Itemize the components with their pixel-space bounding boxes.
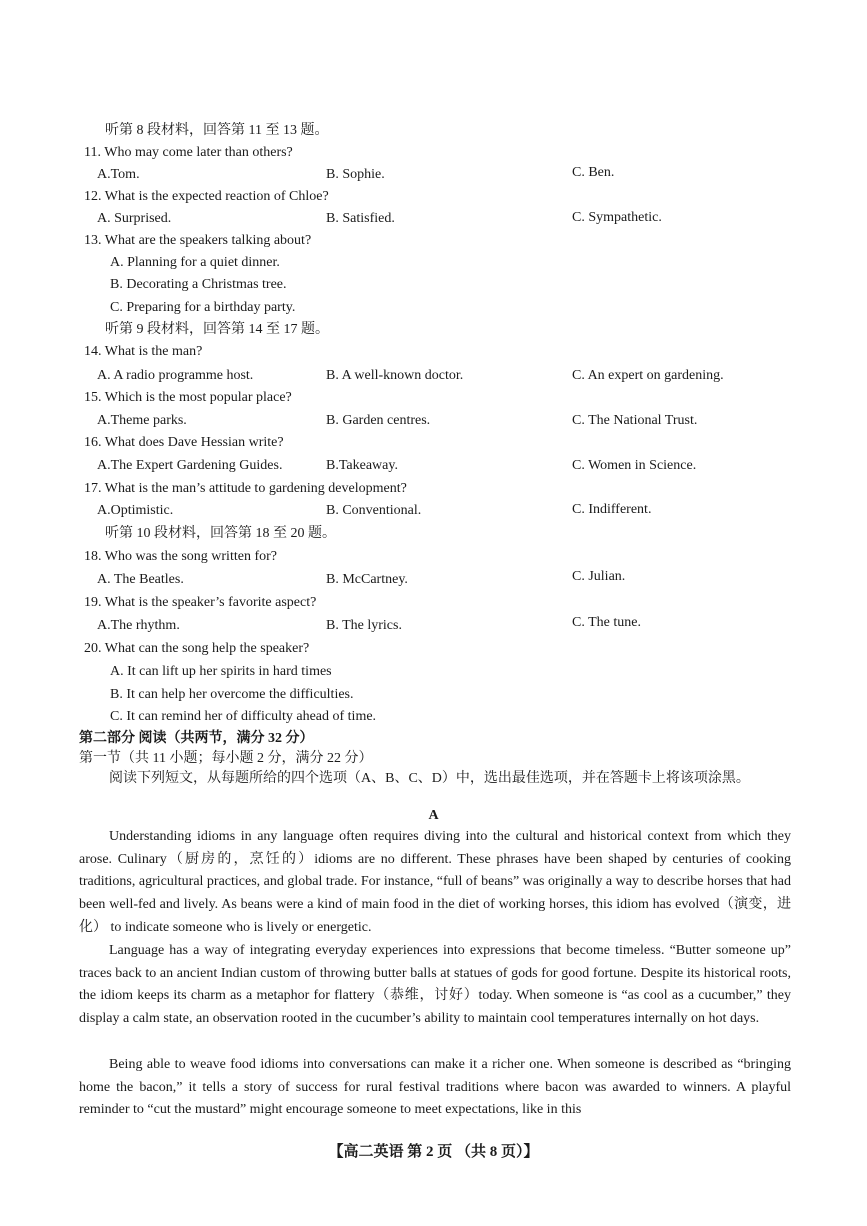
question-11-stem: 11. Who may come later than others?	[84, 145, 293, 160]
reading-instructions: 阅读下列短文，从每题所给的四个选项（A、B、C、D）中，选出最佳选项，并在答题卡上将该项涂黑。	[109, 771, 750, 786]
question-15-option-a: A.Theme parks.	[97, 413, 187, 428]
question-16-option-c: C. Women in Science.	[572, 458, 697, 473]
question-14-option-c: C. An expert on gardening.	[572, 368, 724, 383]
question-12-option-b: B. Satisfied.	[326, 211, 395, 226]
question-19-option-b: B. The lyrics.	[326, 618, 402, 633]
question-17-option-b: B. Conventional.	[326, 503, 422, 518]
question-18-option-b: B. McCartney.	[326, 572, 408, 587]
question-17-option-a: A.Optimistic.	[97, 503, 174, 518]
part-2-title: 第二部分 阅读（共两节，满分 32 分）	[79, 731, 314, 746]
question-20-option-c: C. It can remind her of difficulty ahead of time.	[110, 709, 377, 724]
question-18-stem: 18. Who was the song written for?	[84, 549, 277, 564]
section-9-header: 听第 9 段材料，回答第 14 至 17 题。	[105, 322, 329, 337]
question-19-option-c: C. The tune.	[572, 615, 641, 630]
question-17-option-c: C. Indifferent.	[572, 502, 652, 517]
passage-paragraph-2: Language has a way of integrating everyday experiences into expressions that become timeless. “Butter someone up” traces back to an ancient Indian custom of throwing butter balls at statues of gods for good fortune. Despite its historical roots, the idiom keeps its charm as a metaphor for flattery（恭维，讨好）today. When someone is “as cool as a cucumber,” they display a calm state, an observation rooted in the cucumber’s ability to maintain cool temperatures internally on hot days.	[79, 943, 791, 1027]
section-10-header: 听第 10 段材料，回答第 18 至 20 题。	[105, 526, 336, 541]
question-19-option-a: A.The rhythm.	[97, 618, 180, 633]
question-13-stem: 13. What are the speakers talking about?	[84, 233, 312, 248]
section-8-header: 听第 8 段材料，回答第 11 至 13 题。	[105, 123, 329, 138]
question-14-option-b: B. A well-known doctor.	[326, 368, 464, 383]
question-20-stem: 20. What can the song help the speaker?	[84, 641, 310, 656]
question-14-stem: 14. What is the man?	[84, 344, 203, 359]
question-15-option-b: B. Garden centres.	[326, 413, 431, 428]
question-17-stem: 17. What is the man’s attitude to gardening development?	[84, 481, 407, 496]
question-19-stem: 19. What is the speaker’s favorite aspect?	[84, 595, 317, 610]
question-15-stem: 15. Which is the most popular place?	[84, 390, 292, 405]
question-12-option-c: C. Sympathetic.	[572, 210, 662, 225]
question-16-option-a: A.The Expert Gardening Guides.	[97, 458, 283, 473]
question-13-option-a: A. Planning for a quiet dinner.	[110, 255, 280, 270]
question-11-option-b: B. Sophie.	[326, 167, 385, 182]
question-18-option-c: C. Julian.	[572, 569, 626, 584]
question-11-option-c: C. Ben.	[572, 165, 615, 180]
passage-label: A	[428, 808, 439, 823]
question-15-option-c: C. The National Trust.	[572, 413, 698, 428]
section-1-title: 第一节（共 11 小题；每小题 2 分，满分 22 分）	[79, 751, 373, 766]
page-footer: 【高二英语 第 2 页 （共 8 页）】	[328, 1144, 539, 1160]
question-20-option-a: A. It can lift up her spirits in hard times	[110, 664, 332, 679]
passage-paragraph-3: Being able to weave food idioms into conversations can make it a richer one. When someone is described as “bringing home the bacon,” it tells a story of success for rural festival traditions where bacon was awarded to winners. A playful reminder to “cut the mustard” might encourage someone to meet expectations, like in this	[79, 1057, 791, 1118]
question-16-stem: 16. What does Dave Hessian write?	[84, 435, 284, 450]
question-12-option-a: A. Surprised.	[97, 211, 172, 226]
question-12-stem: 12. What is the expected reaction of Chloe?	[84, 189, 329, 204]
question-20-option-b: B. It can help her overcome the difficulties.	[110, 687, 354, 702]
question-14-option-a: A. A radio programme host.	[97, 368, 254, 383]
passage-paragraph-1: Understanding idioms in any language often requires diving into the cultural and historical context from which they arose. Culinary（厨房的，烹饪的）idioms are no different. These phrases have been shaped by centuries of cooking traditions, agricultural practices, and global trade. For instance, “full of beans” was originally a way to describe horses that had been well-fed and lively. As beans were a kind of main food in the diet of working horses, this idiom has evolved（演变，进化） to indicate someone who is lively or energetic.	[79, 829, 791, 935]
question-18-option-a: A. The Beatles.	[97, 572, 184, 587]
question-13-option-c: C. Preparing for a birthday party.	[110, 300, 296, 315]
question-13-option-b: B. Decorating a Christmas tree.	[110, 277, 287, 292]
question-16-option-b: B.Takeaway.	[326, 458, 398, 473]
question-11-option-a: A.Tom.	[97, 167, 140, 182]
